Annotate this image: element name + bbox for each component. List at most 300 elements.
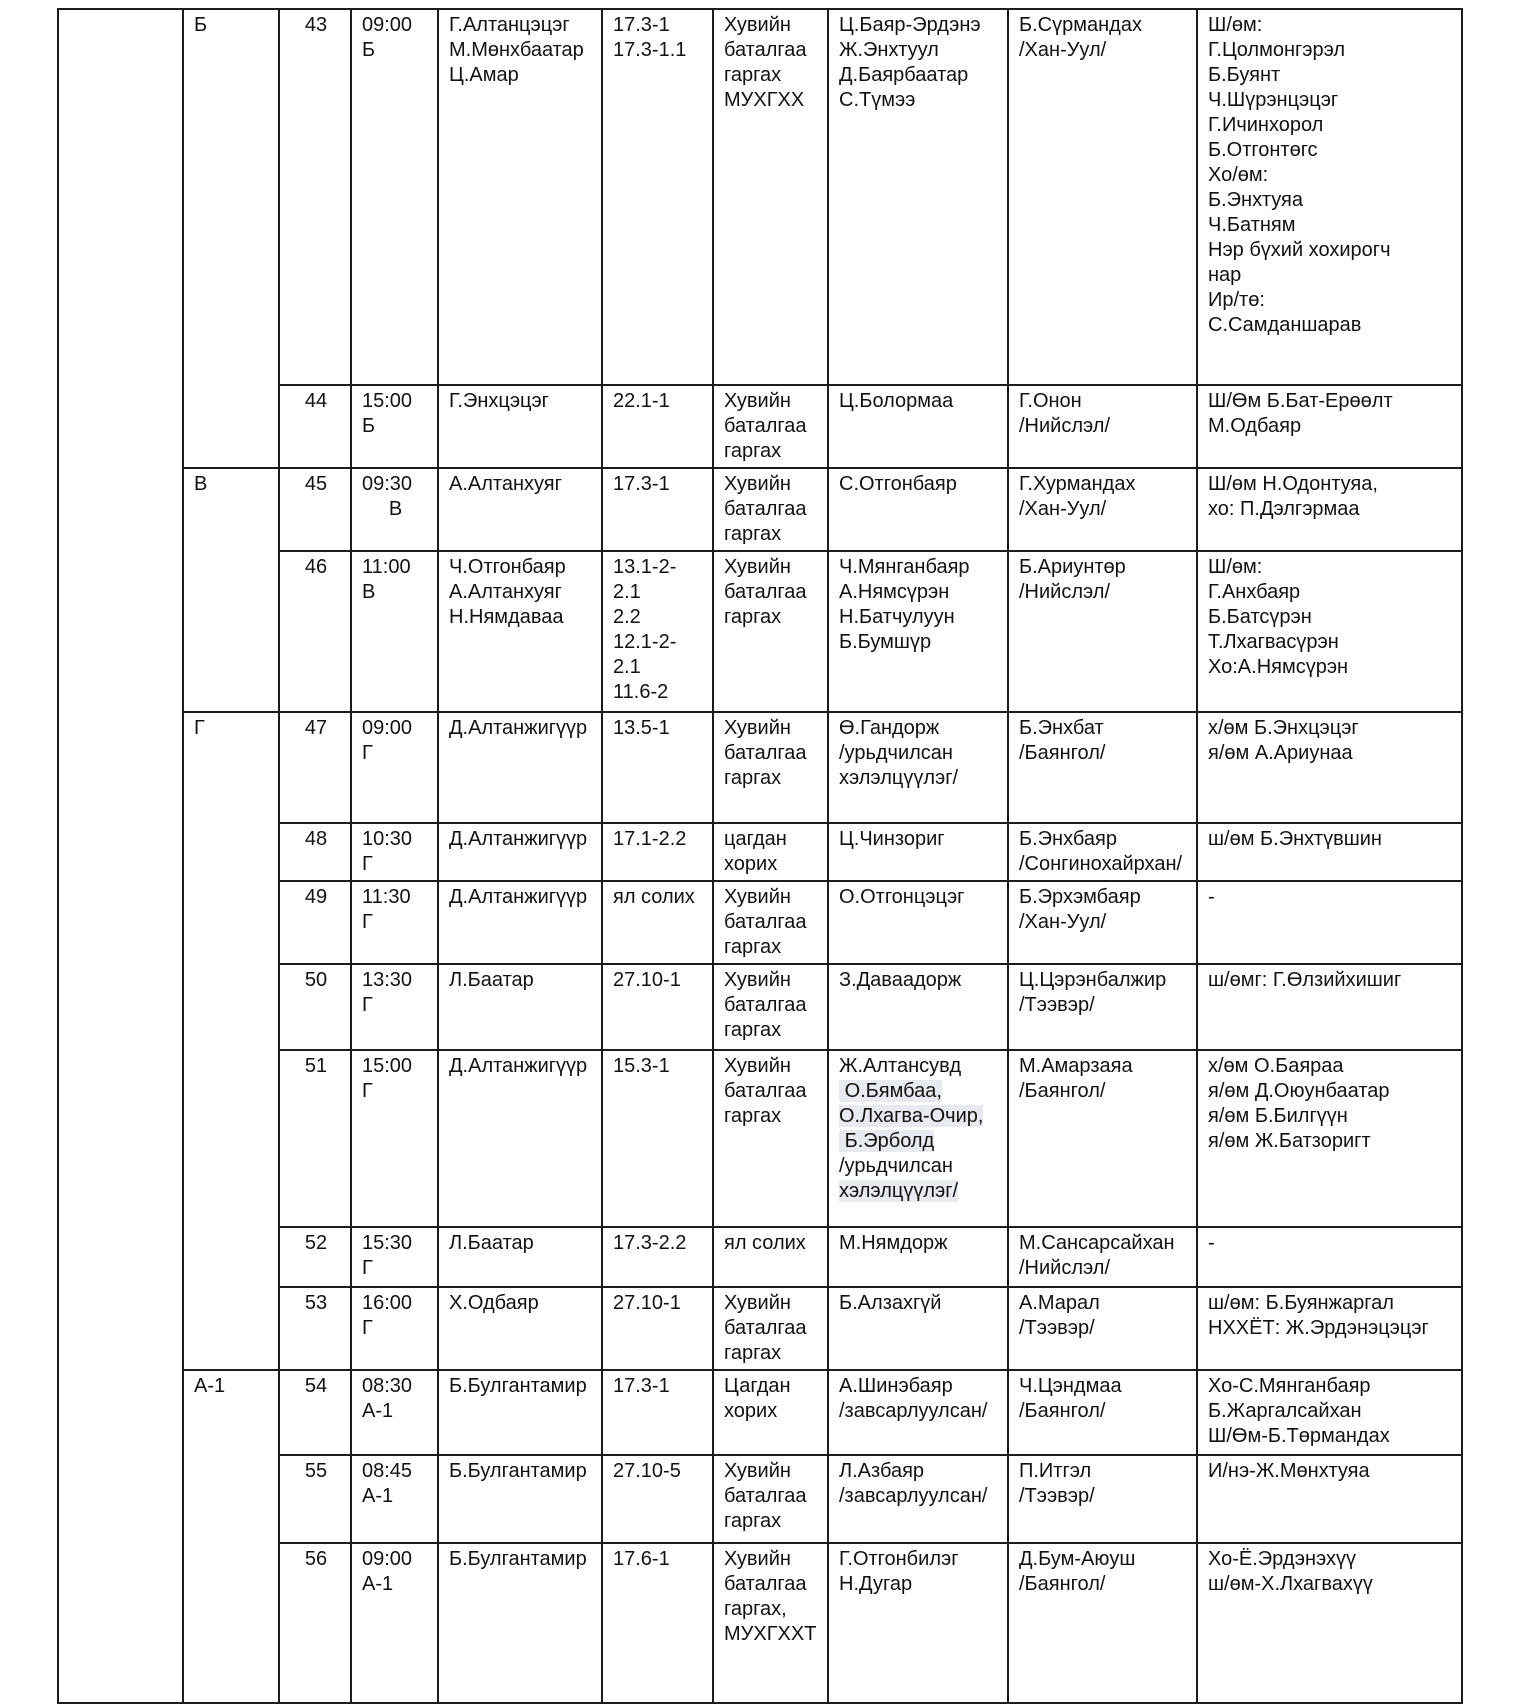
cell-line: 17.1-2.2 [613, 828, 687, 850]
cell-line: О.Отгонцэцэг [839, 886, 965, 908]
cell-line: 13.5-1 [613, 717, 670, 739]
cell-prosecutor [1008, 551, 1197, 712]
cell-line: ш/өм: Б.Буянжаргал [1208, 1292, 1394, 1314]
cell-line: 15:00 [362, 390, 413, 412]
cell-hearing-type [713, 385, 828, 468]
cell-line: Б.Энхбаяр [1019, 828, 1117, 850]
cell-line: Н.Дугар [839, 1573, 913, 1595]
cell-case-code [602, 712, 713, 823]
cell-notes [1197, 385, 1462, 468]
schedule-body [58, 9, 1462, 1703]
cell-line: Хувийн [724, 969, 791, 991]
table-row [58, 468, 1462, 551]
cell-line: гаргах [724, 1019, 782, 1041]
cell-time [351, 1227, 438, 1287]
cell-notes [1197, 1227, 1462, 1287]
cell-line: х/өм Б.Энхцэцэг [1208, 717, 1359, 739]
cell-line: 27.10-1 [613, 969, 681, 991]
cell-judges [438, 1455, 602, 1543]
cell-line: М.Амарзаяа [1019, 1055, 1133, 1077]
cell-line: 08:45 [362, 1460, 413, 1482]
court-schedule-table [57, 8, 1463, 1704]
cell-line: Хувийн [724, 556, 791, 578]
cell-hearing-type [713, 823, 828, 881]
cell-row-number: 52 [279, 1227, 351, 1287]
cell-case-code [602, 823, 713, 881]
cell-line: /Хан-Уул/ [1019, 911, 1107, 933]
cell-case-code [602, 881, 713, 964]
cell-case-code [602, 1370, 713, 1455]
cell-line: Г [362, 994, 373, 1016]
cell-judges [438, 964, 602, 1050]
cell-judges [438, 823, 602, 881]
cell-time [351, 1287, 438, 1370]
cell-line: 27.10-5 [613, 1460, 681, 1482]
table-row [58, 9, 1462, 385]
cell-row-number: 55 [279, 1455, 351, 1543]
cell-line: /урьдчилсан [839, 1155, 953, 1177]
cell-row-number: 46 [279, 551, 351, 712]
cell-line: Ц.Чинзориг [839, 828, 945, 850]
cell-participants [828, 1455, 1008, 1543]
cell-participants [828, 1370, 1008, 1455]
cell-time [351, 1455, 438, 1543]
cell-line: 09:30 [362, 473, 413, 495]
cell-line: Г [362, 742, 373, 764]
cell-line: Хувийн [724, 717, 791, 739]
cell-line: баталгаа [724, 994, 807, 1016]
cell-line: 27.10-1 [613, 1292, 681, 1314]
cell-line: МУХГХХ [724, 89, 805, 111]
cell-line [839, 1104, 999, 1129]
cell-notes [1197, 712, 1462, 823]
cell-line: /Хан-Уул/ [1019, 498, 1107, 520]
cell-row-number: 47 [279, 712, 351, 823]
cell-line: Г.Цолмонгэрэл [1208, 39, 1346, 61]
cell-participants [828, 881, 1008, 964]
cell-line: хорих [724, 1400, 778, 1422]
cell-time [351, 9, 438, 385]
cell-prosecutor [1008, 1370, 1197, 1455]
cell-line: 13.1-2-2.1 [613, 556, 677, 603]
cell-hearing-type [713, 1370, 828, 1455]
cell-notes [1197, 1370, 1462, 1455]
cell-group-letter: А-1 [183, 1370, 279, 1703]
cell-line: нар [1208, 264, 1242, 286]
cell-line: Х.Одбаяр [449, 1292, 539, 1314]
cell-judges [438, 9, 602, 385]
cell-line: Хувийн [724, 390, 791, 412]
cell-participants [828, 1227, 1008, 1287]
cell-line: Г [362, 1257, 373, 1279]
cell-time [351, 881, 438, 964]
cell-prosecutor [1008, 881, 1197, 964]
cell-line: Д.Алтанжигүүр [449, 1055, 588, 1077]
cell-line: хэлэлцүүлэг/ [839, 767, 959, 789]
cell-notes [1197, 964, 1462, 1050]
cell-line [839, 1129, 999, 1154]
cell-line: баталгаа [724, 1485, 807, 1507]
cell-notes [1197, 1455, 1462, 1543]
cell-line: Г.Онон [1019, 390, 1082, 412]
cell-notes [1197, 9, 1462, 385]
cell-time [351, 1370, 438, 1455]
cell-line: /завсарлуулсан/ [839, 1400, 988, 1422]
cell-prosecutor [1008, 385, 1197, 468]
cell-line: С.Түмээ [839, 89, 916, 111]
cell-line: Нэр бүхий хохирогч [1208, 239, 1391, 261]
cell-line: Ир/тө: [1208, 289, 1265, 311]
cell-line: 15:00 [362, 1055, 413, 1077]
cell-line: Б.Отгонтөгс [1208, 139, 1318, 161]
cell-line: я/өм Б.Билгүүн [1208, 1105, 1348, 1127]
cell-line: Ч.Шүрэнцэцэг [1208, 89, 1339, 111]
cell-case-code [602, 1455, 713, 1543]
cell-line: Г [362, 853, 373, 875]
cell-line: баталгаа [724, 498, 807, 520]
cell-line: 12.1-2-2.1 [613, 631, 677, 678]
cell-judges [438, 1050, 602, 1227]
cell-case-code [602, 1287, 713, 1370]
cell-line: Ч.Цэндмаа [1019, 1375, 1122, 1397]
cell-line: М.Нямдорж [839, 1232, 948, 1254]
cell-line: Д.Алтанжигүүр [449, 886, 588, 908]
cell-line: А-1 [362, 1485, 394, 1507]
cell-line: гаргах [724, 1342, 782, 1364]
cell-hearing-type [713, 1050, 828, 1227]
cell-line: Г.Хурмандах [1019, 473, 1136, 495]
cell-line: х/өм О.Баяраа [1208, 1055, 1344, 1077]
cell-line: ш/өмг: Г.Өлзийхишиг [1208, 969, 1402, 991]
cell-case-code [602, 1050, 713, 1227]
cell-notes [1197, 551, 1462, 712]
cell-line: Хо/өм: [1208, 164, 1269, 186]
cell-line: Хувийн [724, 1292, 791, 1314]
cell-judges [438, 551, 602, 712]
cell-hearing-type [713, 9, 828, 385]
cell-line: хо: П.Дэлгэрмаа [1208, 498, 1360, 520]
cell-line: Б.Энхбат [1019, 717, 1104, 739]
cell-line: Б [362, 39, 376, 61]
cell-row-number: 51 [279, 1050, 351, 1227]
cell-line: М.Сансарсайхан [1019, 1232, 1175, 1254]
cell-prosecutor [1008, 1050, 1197, 1227]
cell-participants [828, 468, 1008, 551]
cell-line: ял солих [724, 1232, 806, 1254]
cell-line: В [388, 498, 403, 520]
cell-line: гаргах, [724, 1598, 787, 1620]
cell-case-code [602, 385, 713, 468]
cell-line: Хувийн [724, 1460, 791, 1482]
cell-judges [438, 1370, 602, 1455]
cell-hearing-type [713, 1227, 828, 1287]
cell-line: - [1208, 886, 1215, 908]
cell-prosecutor [1008, 823, 1197, 881]
cell-hearing-type [713, 551, 828, 712]
cell-prosecutor [1008, 1287, 1197, 1370]
cell-case-code [602, 551, 713, 712]
cell-time [351, 551, 438, 712]
cell-participants [828, 964, 1008, 1050]
cell-line: баталгаа [724, 581, 807, 603]
cell-line: Хувийн [724, 886, 791, 908]
cell-line: я/өм Ж.Батзоригт [1208, 1130, 1371, 1152]
cell-participants [828, 1287, 1008, 1370]
cell-line: Г.Энхцэцэг [449, 390, 549, 412]
cell-line: 17.3-1 [613, 14, 670, 36]
cell-judges [438, 1227, 602, 1287]
cell-line: А-1 [362, 1400, 394, 1422]
cell-participants [828, 9, 1008, 385]
cell-line [839, 1179, 999, 1204]
cell-participants [828, 1050, 1008, 1227]
cell-line: З.Даваадорж [839, 969, 962, 991]
cell-line: Хувийн [724, 1055, 791, 1077]
cell-line: 2.2 [613, 606, 641, 628]
cell-line: /Нийслэл/ [1019, 1257, 1111, 1279]
cell-line: 08:30 [362, 1375, 413, 1397]
cell-line: 15:30 [362, 1232, 413, 1254]
cell-line: 17.3-1 [613, 473, 670, 495]
cell-line: /завсарлуулсан/ [839, 1485, 988, 1507]
cell-date-empty [58, 9, 183, 1703]
cell-line: 09:00 [362, 1548, 413, 1570]
table-row [58, 712, 1462, 823]
cell-line: баталгаа [724, 742, 807, 764]
cell-line: баталгаа [724, 415, 807, 437]
cell-line: гаргах [724, 440, 782, 462]
cell-time [351, 1050, 438, 1227]
table-row [58, 1370, 1462, 1455]
cell-line: баталгаа [724, 1317, 807, 1339]
cell-prosecutor [1008, 1455, 1197, 1543]
cell-notes [1197, 881, 1462, 964]
cell-line: Ш/Өм Б.Бат-Ерөөлт [1208, 390, 1393, 412]
cell-participants [828, 823, 1008, 881]
cell-time [351, 1543, 438, 1703]
cell-time [351, 964, 438, 1050]
cell-participants [828, 1543, 1008, 1703]
cell-line [839, 1079, 999, 1104]
cell-line: Ч.Отгонбаяр [449, 556, 566, 578]
cell-line: /Нийслэл/ [1019, 581, 1111, 603]
highlighted-text: Б.Эрболд [839, 1130, 935, 1152]
cell-line: хорих [724, 853, 778, 875]
cell-line: Г.Ичинхорол [1208, 114, 1324, 136]
cell-line: А.Нямсүрэн [839, 581, 950, 603]
cell-line: Л.Азбаяр [839, 1460, 925, 1482]
cell-line: Ц.Болормаа [839, 390, 954, 412]
cell-line: /Баянгол/ [1019, 742, 1106, 764]
cell-line: Г [362, 1080, 373, 1102]
cell-line: баталгаа [724, 1573, 807, 1595]
cell-line: 09:00 [362, 717, 413, 739]
cell-line: ш/өм-Х.Лхагвахүү [1208, 1573, 1373, 1595]
cell-prosecutor [1008, 1227, 1197, 1287]
cell-judges [438, 1543, 602, 1703]
cell-hearing-type [713, 1455, 828, 1543]
cell-row-number: 48 [279, 823, 351, 881]
cell-line: баталгаа [724, 911, 807, 933]
cell-line: Ц.Амар [449, 64, 519, 86]
cell-notes [1197, 823, 1462, 881]
cell-line: С.Отгонбаяр [839, 473, 957, 495]
cell-hearing-type [713, 1543, 828, 1703]
cell-line: ш/өм Б.Энхтүвшин [1208, 828, 1382, 850]
cell-line: гаргах [724, 64, 782, 86]
cell-line: Б [362, 415, 376, 437]
cell-line: Б.Буянт [1208, 64, 1281, 86]
cell-line: 17.3-1.1 [613, 39, 687, 61]
cell-line: Б.Батсүрэн [1208, 606, 1312, 628]
cell-line: Л.Баатар [449, 1232, 534, 1254]
cell-line: гаргах [724, 1105, 782, 1127]
cell-line: /Тээвэр/ [1019, 1317, 1095, 1339]
cell-line: В [362, 581, 376, 603]
cell-line: Б.Эрхэмбаяр [1019, 886, 1141, 908]
cell-line: Г [362, 911, 373, 933]
cell-line: Б.Булгантамир [449, 1548, 587, 1570]
cell-prosecutor [1008, 1543, 1197, 1703]
cell-line: Ж.Алтансувд [839, 1055, 962, 1077]
cell-line: 17.3-1 [613, 1375, 670, 1397]
cell-line: А.Шинэбаяр [839, 1375, 953, 1397]
cell-line: я/өм А.Ариунаа [1208, 742, 1353, 764]
cell-line: Г.Алтанцэцэг [449, 14, 570, 36]
cell-line: - [1208, 1232, 1215, 1254]
cell-group-letter: Г [183, 712, 279, 1370]
cell-line: /Сонгинохайрхан/ [1019, 853, 1183, 875]
cell-line: Т.Лхагвасүрэн [1208, 631, 1339, 653]
cell-line: Д.Алтанжигүүр [449, 717, 588, 739]
cell-prosecutor [1008, 964, 1197, 1050]
cell-notes [1197, 1543, 1462, 1703]
cell-time [351, 468, 438, 551]
cell-line: Хувийн [724, 1548, 791, 1570]
cell-judges [438, 881, 602, 964]
cell-line: С.Самданшарав [1208, 314, 1362, 336]
cell-line: Д.Баярбаатар [839, 64, 969, 86]
cell-case-code [602, 468, 713, 551]
cell-line: А.Алтанхуяг [449, 473, 562, 495]
cell-line: гаргах [724, 767, 782, 789]
cell-line: 17.3-2.2 [613, 1232, 687, 1254]
cell-line: гаргах [724, 523, 782, 545]
cell-line: цагдан [724, 828, 787, 850]
cell-line: И/нэ-Ж.Мөнхтуяа [1208, 1460, 1370, 1482]
cell-row-number: 49 [279, 881, 351, 964]
cell-line: 11:00 [362, 556, 411, 578]
cell-notes [1197, 468, 1462, 551]
cell-case-code [602, 1543, 713, 1703]
cell-line: 10:30 [362, 828, 413, 850]
cell-judges [438, 1287, 602, 1370]
cell-row-number: 45 [279, 468, 351, 551]
cell-row-number: 43 [279, 9, 351, 385]
cell-judges [438, 468, 602, 551]
cell-line: гаргах [724, 1510, 782, 1532]
cell-notes [1197, 1050, 1462, 1227]
cell-participants [828, 385, 1008, 468]
cell-time [351, 385, 438, 468]
cell-line: М.Одбаяр [1208, 415, 1302, 437]
cell-line: /Баянгол/ [1019, 1573, 1106, 1595]
cell-line: Б.Жаргалсайхан [1208, 1400, 1362, 1422]
cell-line: /Тээвэр/ [1019, 1485, 1095, 1507]
cell-hearing-type [713, 1287, 828, 1370]
cell-hearing-type [713, 964, 828, 1050]
cell-prosecutor [1008, 9, 1197, 385]
cell-line: Г.Анхбаяр [1208, 581, 1301, 603]
cell-line: Ц.Цэрэнбалжир [1019, 969, 1167, 991]
cell-row-number: 50 [279, 964, 351, 1050]
cell-hearing-type [713, 468, 828, 551]
cell-line: Д.Бум-Аюуш [1019, 1548, 1136, 1570]
cell-prosecutor [1008, 468, 1197, 551]
cell-line: А-1 [362, 1573, 394, 1595]
cell-line: Ж.Энхтуул [839, 39, 939, 61]
cell-row-number: 54 [279, 1370, 351, 1455]
cell-line: баталгаа [724, 1080, 807, 1102]
cell-line: 17.6-1 [613, 1548, 670, 1570]
cell-prosecutor [1008, 712, 1197, 823]
cell-line: Ө.Гандорж [839, 717, 940, 739]
cell-line: А.Алтанхуяг [449, 581, 562, 603]
cell-line: 15.3-1 [613, 1055, 670, 1077]
cell-line: я/өм Д.Оюунбаатар [1208, 1080, 1390, 1102]
cell-line: Б.Энхтуяа [1208, 189, 1303, 211]
cell-time [351, 823, 438, 881]
cell-line: 09:00 [362, 14, 413, 36]
cell-line: Н.Батчулуун [839, 606, 955, 628]
cell-line: ял солих [613, 886, 695, 908]
cell-hearing-type [713, 881, 828, 964]
cell-case-code [602, 9, 713, 385]
cell-line: гаргах [724, 936, 782, 958]
cell-line: Ц.Баяр-Эрдэнэ [839, 14, 981, 36]
cell-line: Д.Алтанжигүүр [449, 828, 588, 850]
cell-line: МУХГХХТ [724, 1623, 817, 1645]
cell-line: Ч.Батням [1208, 214, 1296, 236]
cell-line: /Баянгол/ [1019, 1400, 1106, 1422]
cell-line: 11.6-2 [613, 681, 669, 703]
cell-line: /Баянгол/ [1019, 1080, 1106, 1102]
cell-line: Б.Бумшүр [839, 631, 932, 653]
cell-line: Г [362, 1317, 373, 1339]
cell-line: Б.Сүрмандах [1019, 14, 1142, 36]
cell-line: Хо-С.Мянганбаяр [1208, 1375, 1371, 1397]
cell-participants [828, 551, 1008, 712]
cell-line: /Нийслэл/ [1019, 415, 1111, 437]
cell-notes [1197, 1287, 1462, 1370]
cell-line: баталгаа [724, 39, 807, 61]
cell-case-code [602, 1227, 713, 1287]
cell-line: Л.Баатар [449, 969, 534, 991]
cell-line: Ч.Мянганбаяр [839, 556, 970, 578]
cell-line: Хувийн [724, 473, 791, 495]
cell-judges [438, 712, 602, 823]
cell-judges [438, 385, 602, 468]
cell-line: Ш/өм: [1208, 14, 1263, 36]
cell-line: 11:30 [362, 886, 411, 908]
cell-hearing-type [713, 712, 828, 823]
cell-time [351, 712, 438, 823]
cell-line: Ш/өм Н.Одонтуяа, [1208, 473, 1378, 495]
cell-row-number: 53 [279, 1287, 351, 1370]
cell-line: Г.Отгонбилэг [839, 1548, 959, 1570]
cell-line: Хо-Ё.Эрдэнэхүү [1208, 1548, 1356, 1570]
cell-line: Б.Алзахгүй [839, 1292, 942, 1314]
